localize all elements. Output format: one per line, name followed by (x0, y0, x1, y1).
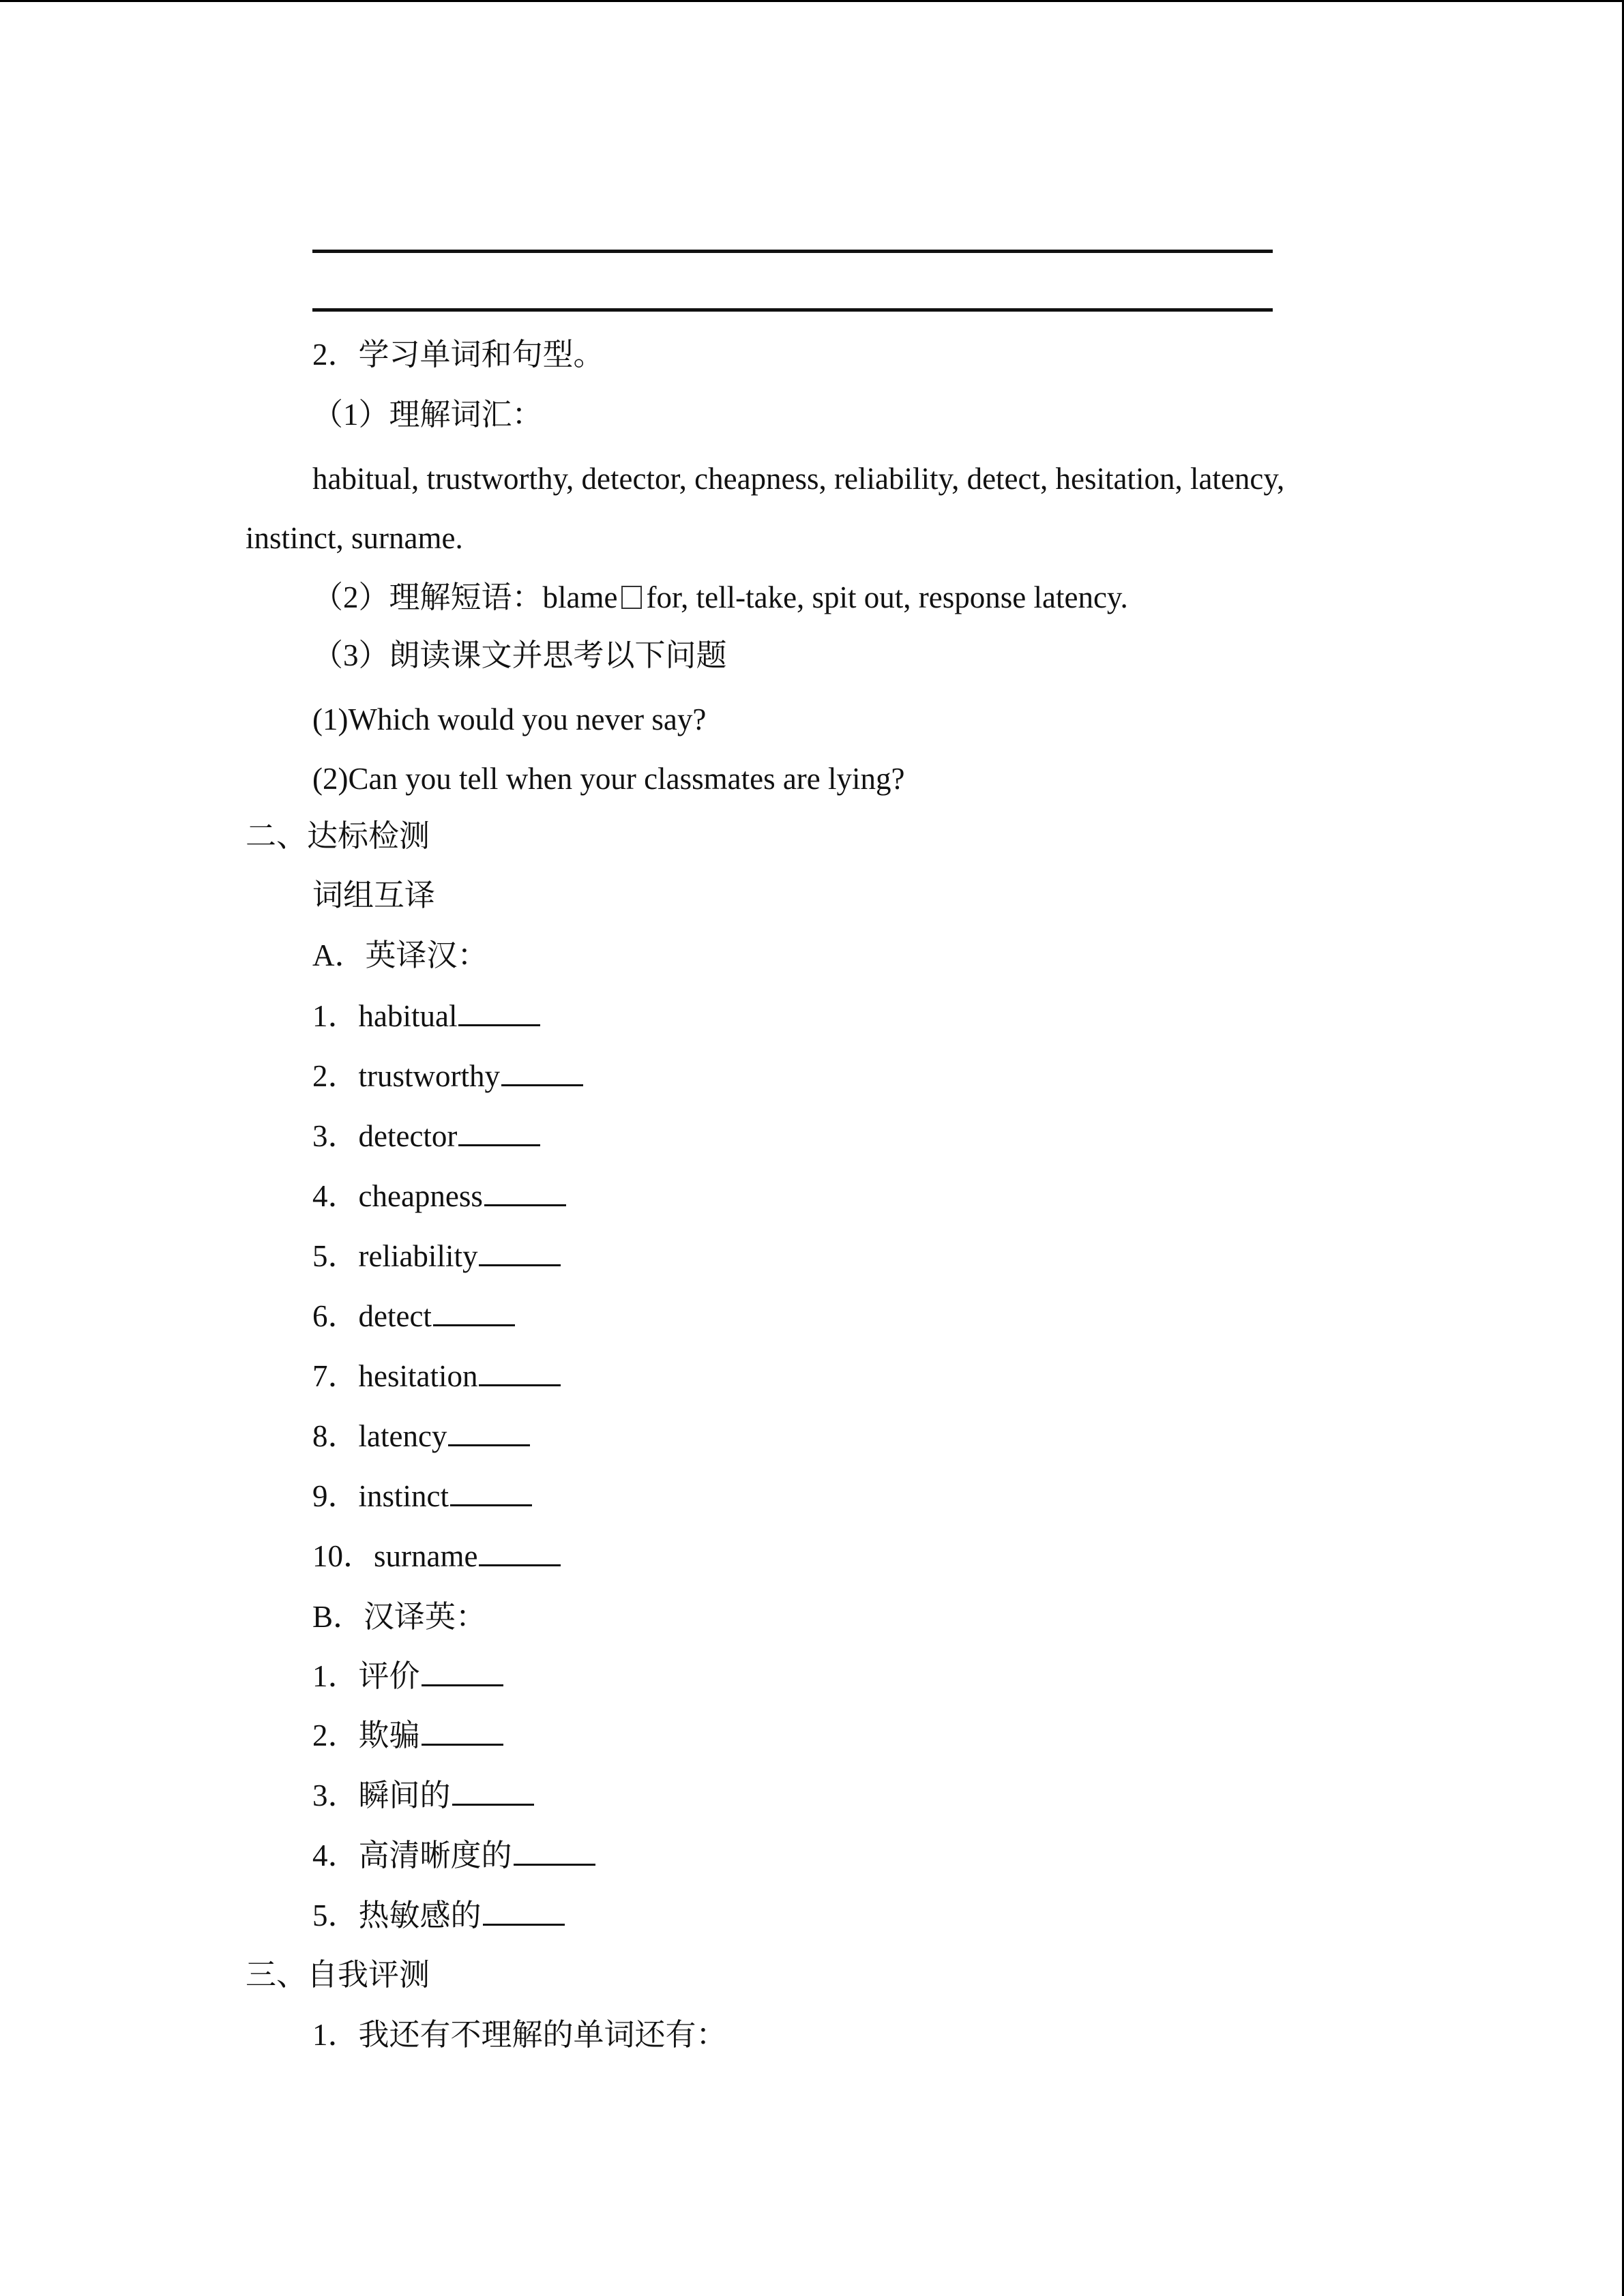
partA-item (312, 1236, 561, 1277)
vocab-line-1: habitual, trustworthy, detector, cheapness, reliability, detect, hesitation, latency, (312, 462, 1285, 496)
partA-title: A．英译汉： (312, 938, 488, 972)
partA-item (312, 1536, 561, 1577)
partB-item-label: 4．高清晰度的 (312, 1838, 512, 1873)
question-2: (2)Can you tell when your classmates are lying? (312, 762, 905, 796)
partB-item-label: 2．欺骗 (312, 1718, 420, 1753)
answer-blank[interactable] (433, 1297, 515, 1326)
partA-item-label: 4．cheapness (312, 1179, 483, 1213)
question-1: (1)Which would you never say? (312, 702, 707, 736)
partA-item-label: 1．habitual (312, 999, 458, 1033)
partB-item (312, 1715, 503, 1756)
partB-item-label: 5．热敏感的 (312, 1898, 482, 1933)
answer-blank[interactable] (458, 1117, 540, 1146)
answer-blank[interactable] (452, 1776, 534, 1806)
partA-item (312, 1416, 530, 1457)
reading-title: （3）朗读课文并思考以下问题 (312, 638, 727, 672)
answer-blank[interactable] (483, 1896, 565, 1926)
partA-item-label: 2．trustworthy (312, 1059, 500, 1093)
answer-blank[interactable] (422, 1657, 503, 1686)
step2-title: 2．学习单词和句型。 (312, 338, 604, 372)
answer-blank[interactable] (479, 1237, 561, 1266)
vocab-title: （1）理解词汇： (312, 398, 543, 432)
partB-title: B．汉译英： (312, 1600, 487, 1634)
section3-heading: 三、自我评测 (246, 1958, 430, 1992)
partA-item-label: 3．detector (312, 1119, 458, 1153)
partB-item (312, 1835, 595, 1876)
section3-item-1: 1．我还有不理解的单词还有： (312, 2018, 727, 2052)
placeholder-box-icon (621, 586, 642, 609)
partA-item (312, 1296, 515, 1337)
answer-blank[interactable] (448, 1417, 530, 1446)
answer-blank[interactable] (479, 1537, 561, 1566)
section2-heading: 二、达标检测 (246, 819, 430, 853)
partA-item-label: 6．detect (312, 1299, 432, 1333)
answer-line-2[interactable] (312, 308, 1273, 312)
page-top-border (0, 0, 1624, 2)
partA-item (312, 1356, 561, 1397)
partA-item (312, 1176, 566, 1217)
partA-item-label: 8．latency (312, 1419, 447, 1453)
partA-item (312, 1056, 583, 1097)
phrases-line (312, 577, 1128, 618)
answer-line-1[interactable] (312, 250, 1273, 253)
section2-subheading: 词组互译 (312, 878, 436, 912)
partB-item (312, 1656, 503, 1697)
answer-blank[interactable] (450, 1477, 532, 1506)
answer-blank[interactable] (458, 997, 540, 1026)
partA-item-label: 9．instinct (312, 1479, 449, 1513)
answer-blank[interactable] (514, 1836, 595, 1866)
partA-item (312, 1476, 532, 1517)
answer-blank[interactable] (479, 1357, 561, 1386)
partA-item-label: 5．reliability (312, 1239, 478, 1273)
vocab-line-2: instinct, surname. (246, 521, 463, 555)
partB-item-label: 3．瞬间的 (312, 1778, 451, 1813)
phrases-prefix: （2）理解短语：blame (312, 580, 618, 614)
answer-blank[interactable] (484, 1177, 566, 1206)
partA-item (312, 996, 540, 1037)
partB-item (312, 1895, 565, 1936)
partA-item-label: 10．surname (312, 1539, 478, 1573)
answer-blank[interactable] (501, 1057, 583, 1086)
partA-item-label: 7．hesitation (312, 1359, 478, 1393)
phrases-suffix: for, tell-take, spit out, response latency. (646, 580, 1128, 614)
partB-item (312, 1775, 534, 1816)
partB-item-label: 1．评价 (312, 1659, 420, 1693)
partA-item (312, 1116, 540, 1157)
answer-blank[interactable] (422, 1716, 503, 1746)
